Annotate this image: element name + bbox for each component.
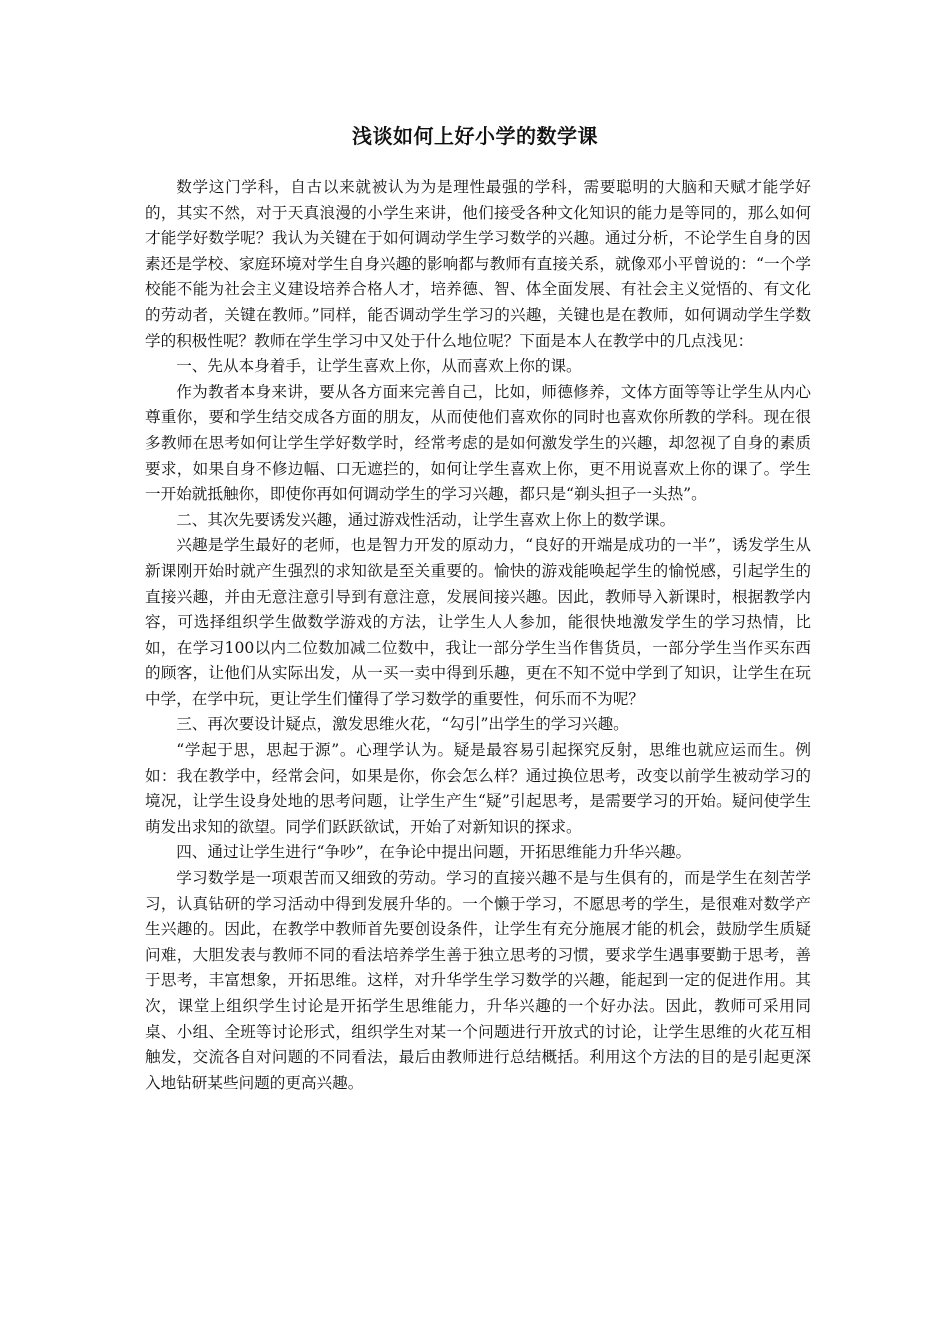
section-heading-1: 一、先从本身着手，让学生喜欢上你，从而喜欢上你的课。 (176, 357, 582, 376)
document-title: 浅谈如何上好小学的数学课 (352, 124, 598, 148)
section-paragraph-3: “学起于思，思起于源”。心理学认为。疑是最容易引起探究反射，思维也就应运而生。例如：我在教学中，经常会问，如果是你，你会怎么样？通过换位思考，改变以前学生被动学习的境况，让学生设身处地的思考问题，让学生产生“疑”引起思考，是需要学习的开始。疑问使学生萌发出求知的欲望。同学们跃跃欲试，开始了对新知识的探求。 (145, 741, 811, 836)
section-heading-2: 二、其次先要诱发兴趣，通过游戏性活动，让学生喜欢上你上的数学课。 (176, 510, 676, 529)
intro-paragraph: 数学这门学科，自古以来就被认为为是理性最强的学科，需要聪明的大脑和天赋才能学好的，其实不然，对于天真浪漫的小学生来讲，他们接受各种文化知识的能力是等同的，那么如何才能学好数学呢？我认为关键在于如何调动学生学习数学的兴趣。通过分析，不论学生自身的因素还是学校、家庭环境对学生自身兴趣的影响都与教师有直接关系，就像邓小平曾说的：“一个学校能不能为社会主义建设培养合格人才，培养德、智、体全面发展、有社会主义觉悟的、有文化的劳动者，关键在教师。”同样，能否调动学生学习的兴趣，关键也是在教师，如何调动学生学数学的积极性呢？教师在学生学习中又处于什么地位呢？下面是本人在教学中的几点浅见： (145, 178, 811, 350)
section-heading-3: 三、再次要设计疑点，激发思维火花，“勾引”出学生的学习兴趣。 (176, 715, 629, 734)
section-paragraph-4: 学习数学是一项艰苦而又细致的劳动。学习的直接兴趣不是与生俱有的，而是学生在刻苦学习，认真钻研的学习活动中得到发展升华的。一个懒于学习，不愿思考的学生，是很难对数学产生兴趣的。因此，在教学中教师首先要创设条件，让学生有充分施展才能的机会，鼓励学生质疑问难，大胆发表与教师不同的看法培养学生善于独立思考的习惯，要求学生遇事要勤于思考，善于思考，丰富想象，开拓思维。这样，对升华学生学习数学的兴趣，能起到一定的促进作用。其次，课堂上组织学生讨论是开拓学生思维能力，升华兴趣的一个好办法。因此，教师可采用同桌、小组、全班等讨论形式，组织学生对某一个问题进行开放式的讨论，让学生思维的火花互相触发，交流各自对问题的不同看法，最后由教师进行总结概括。利用这个方法的目的是引起更深入地钻研某些问题的更高兴趣。 (145, 869, 811, 1092)
section-paragraph-1: 作为教者本身来讲，要从各方面来完善自己，比如，师德修养，文体方面等等让学生从内心尊重你，要和学生结交成各方面的朋友，从而使他们喜欢你的同时也喜欢你所教的学科。现在很多教师在思考如何让学生学好数学时，经常考虑的是如何激发学生的兴趣，却忽视了自身的素质要求，如果自身不修边幅、口无遮拦的，如何让学生喜欢上你，更不用说喜欢上你的课了。学生一开始就抵触你，即使你再如何调动学生的学习兴趣，都只是“剃头担子一头热”。 (145, 382, 811, 504)
document-body (145, 175, 811, 1096)
section-paragraph-2: 兴趣是学生最好的老师，也是智力开发的原动力，“良好的开端是成功的一半”，诱发学生从新课刚开始时就产生强烈的求知欲是至关重要的。愉快的游戏能唤起学生的愉悦感，引起学生的直接兴趣，并由无意注意引导到有意注意，发展间接兴趣。因此，教师导入新课时，根据教学内容，可选择组织学生做数学游戏的方法，让学生人人参加，能很快地激发学生的学习热情，比如，在学习100以内二位数加减二位数中，我让一部分学生当作售货员，一部分学生当作买东西的顾客，让他们从实际出发，从一买一卖中得到乐趣，更在不知不觉中学到了知识，让学生在玩中学，在学中玩，更让学生们懂得了学习数学的重要性，何乐而不为呢？ (145, 536, 811, 708)
section-heading-4: 四、通过让学生进行“争吵”，在争论中提出问题，开拓思维能力升华兴趣。 (176, 843, 692, 862)
